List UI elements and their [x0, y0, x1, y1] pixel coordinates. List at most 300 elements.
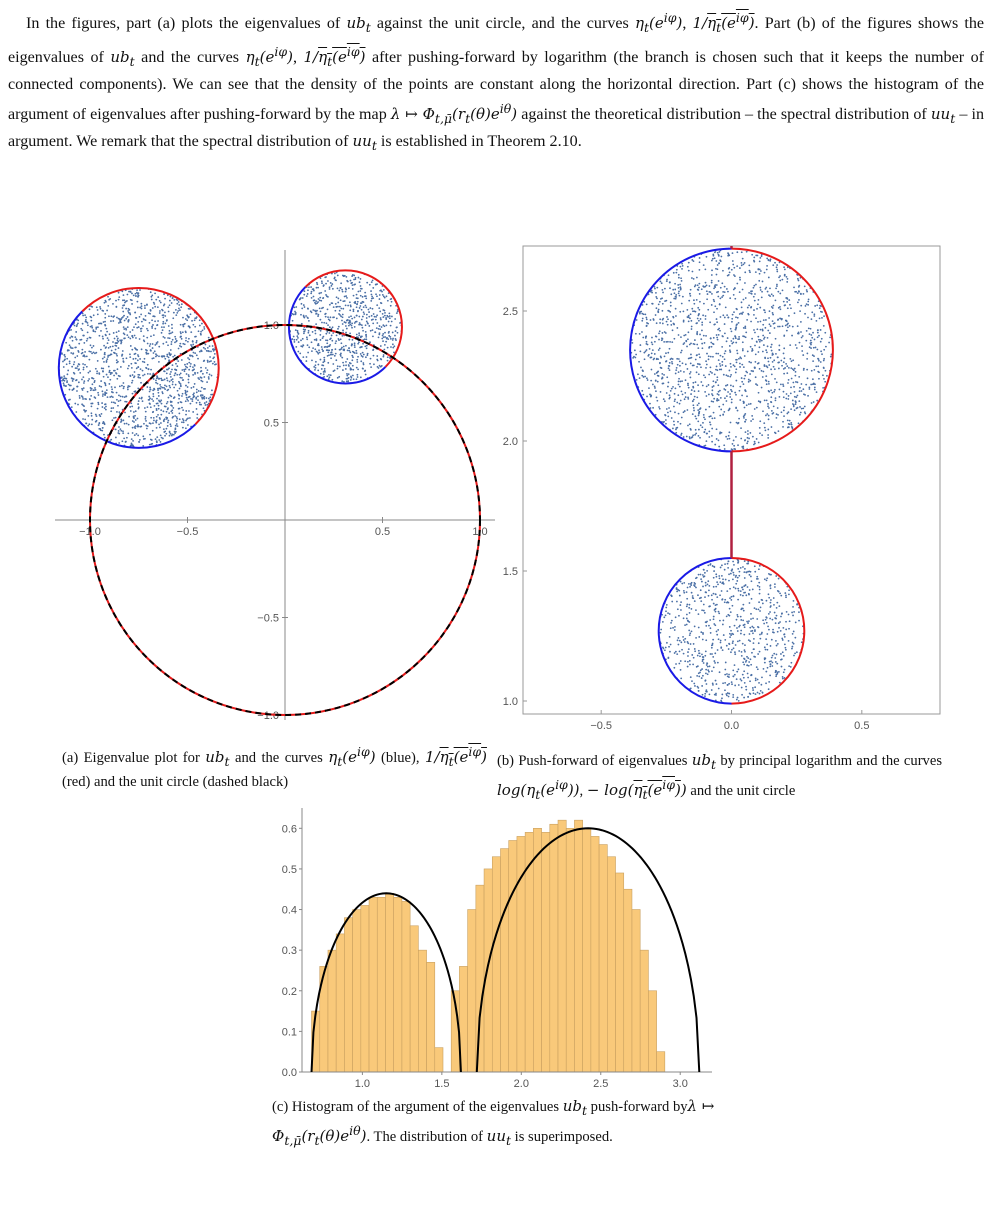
log-eigenvalue-point — [719, 330, 721, 332]
log-eigenvalue-point — [711, 417, 713, 419]
log-eigenvalue-point — [729, 408, 731, 410]
log-eigenvalue-point — [671, 341, 673, 343]
log-eigenvalue-point — [690, 342, 692, 344]
log-eigenvalue-point — [681, 417, 683, 419]
eigenvalue-point — [362, 296, 364, 298]
log-eigenvalue-point — [659, 362, 661, 364]
log-eigenvalue-point — [740, 427, 742, 429]
log-eigenvalue-point — [750, 658, 752, 660]
eigenvalue-point — [356, 361, 358, 363]
log-eigenvalue-point — [776, 264, 778, 266]
eigenvalue-point — [131, 349, 133, 351]
eigenvalue-point — [110, 410, 112, 412]
log-eigenvalue-point — [701, 324, 703, 326]
log-eigenvalue-point — [713, 337, 715, 339]
log-eigenvalue-point — [680, 581, 682, 583]
log-eigenvalue-point — [700, 381, 702, 383]
log-eigenvalue-point — [748, 381, 750, 383]
log-eigenvalue-point — [741, 446, 743, 448]
eigenvalue-point — [376, 295, 378, 297]
log-eigenvalue-point — [776, 615, 778, 617]
eigenvalue-point — [120, 421, 122, 423]
log-eigenvalue-point — [711, 653, 713, 655]
log-eigenvalue-point — [769, 611, 771, 613]
eigenvalue-point — [65, 385, 67, 387]
log-eigenvalue-point — [711, 441, 713, 443]
log-eigenvalue-point — [803, 293, 805, 295]
eigenvalue-point — [172, 339, 174, 341]
eigenvalue-point — [212, 363, 214, 365]
eigenvalue-point — [116, 399, 118, 401]
log-eigenvalue-point — [674, 400, 676, 402]
eigenvalue-point — [177, 360, 179, 362]
histogram-bar — [648, 991, 656, 1072]
log-eigenvalue-point — [796, 347, 798, 349]
eigenvalue-point — [333, 306, 335, 308]
eigenvalue-point — [386, 295, 388, 297]
log-eigenvalue-point — [697, 384, 699, 386]
histogram-bar — [583, 828, 591, 1072]
log-eigenvalue-point — [734, 651, 736, 653]
eigenvalue-point — [384, 325, 386, 327]
log-eigenvalue-point — [673, 406, 675, 408]
eigenvalue-point — [132, 427, 134, 429]
log-eigenvalue-point — [717, 649, 719, 651]
eigenvalue-point — [91, 415, 93, 417]
log-eigenvalue-point — [718, 638, 720, 640]
eigenvalue-point — [65, 342, 67, 344]
eigenvalue-point — [91, 405, 93, 407]
log-eigenvalue-point — [785, 297, 787, 299]
eigenvalue-point — [150, 439, 152, 441]
eigenvalue-point — [211, 389, 213, 391]
body-paragraph: In the figures, part (a) plots the eigenvalues of $ub_t$ against the unit circle, and the curves $\eta_t(e^{i\varphi})$, $1/\eta_t(e^{i\varphi})$. Part (b) of the figures shows the eigenvalues of $ub_t$ and the curves $\eta_t(e^{i\varphi})$, $1/\eta_t(e^{i\varphi})$ after pushing-forward by logarithm (the branch is chosen such that it keeps the number of connected components). We can see that the density of the points are constant along the horizontal direction. Part (c) shows the histogram of the argument of eigenvalues after pushing-forward by the map λ ↦ $\Phi_{t,\mū}(r_t(\theta)e^{i\theta})$ against the theoretical distribution – the spectral distribution of $uu_t$ – in argument. We remark that the spectral distribution of $uu_t$ is established in Theorem 2.10. — [8, 10, 985, 154]
log-eigenvalue-point — [705, 335, 707, 337]
eigenvalue-point — [185, 331, 187, 333]
eigenvalue-point — [149, 387, 151, 389]
log-eigenvalue-point — [745, 419, 747, 421]
eigenvalue-point — [351, 359, 353, 361]
log-eigenvalue-point — [706, 385, 708, 387]
eigenvalue-plot — [55, 250, 495, 722]
log-eigenvalue-point — [711, 670, 713, 672]
log-eigenvalue-point — [695, 418, 697, 420]
log-eigenvalue-point — [793, 655, 795, 657]
log-eigenvalue-point — [659, 318, 661, 320]
eigenvalue-point — [349, 323, 351, 325]
log-eigenvalue-point — [775, 299, 777, 301]
log-eigenvalue-point — [697, 363, 699, 365]
log-eigenvalue-point — [772, 264, 774, 266]
log-eigenvalue-point — [766, 580, 768, 582]
log-eigenvalue-point — [678, 381, 680, 383]
log-eigenvalue-point — [716, 399, 718, 401]
log-eigenvalue-point — [679, 595, 681, 597]
eigenvalue-point — [67, 349, 69, 351]
eigenvalue-point — [384, 312, 386, 314]
log-eigenvalue-point — [742, 595, 744, 597]
log-eigenvalue-point — [680, 434, 682, 436]
log-eigenvalue-point — [757, 653, 759, 655]
log-eigenvalue-point — [730, 374, 732, 376]
log-eigenvalue-point — [683, 436, 685, 438]
log-eigenvalue-point — [724, 682, 726, 684]
eigenvalue-point — [347, 381, 349, 383]
log-eigenvalue-point — [685, 340, 687, 342]
eigenvalue-point — [342, 291, 344, 293]
eigenvalue-point — [317, 287, 319, 289]
log-eigenvalue-point — [759, 273, 761, 275]
eigenvalue-point — [88, 351, 90, 353]
eigenvalue-point — [161, 326, 163, 328]
log-eigenvalue-point — [704, 612, 706, 614]
log-eigenvalue-point — [697, 315, 699, 317]
log-eigenvalue-point — [711, 647, 713, 649]
log-eigenvalue-point — [814, 386, 816, 388]
eigenvalue-point — [111, 350, 113, 352]
log-eigenvalue-point — [785, 621, 787, 623]
log-eigenvalue-point — [715, 693, 717, 695]
eigenvalue-point — [390, 305, 392, 307]
log-eigenvalue-point — [777, 631, 779, 633]
log-eigenvalue-point — [670, 302, 672, 304]
log-eigenvalue-point — [748, 620, 750, 622]
eigenvalue-point — [352, 288, 354, 290]
eigenvalue-point — [155, 379, 157, 381]
log-eigenvalue-point — [714, 257, 716, 259]
eigenvalue-point — [202, 394, 204, 396]
log-eigenvalue-point — [817, 371, 819, 373]
log-eigenvalue-point — [787, 307, 789, 309]
log-eigenvalue-point — [658, 303, 660, 305]
eigenvalue-point — [311, 341, 313, 343]
log-eigenvalue-point — [728, 676, 730, 678]
log-eigenvalue-point — [705, 625, 707, 627]
log-eigenvalue-point — [747, 657, 749, 659]
log-eigenvalue-point — [646, 303, 648, 305]
log-eigenvalue-point — [693, 582, 695, 584]
log-eigenvalue-point — [719, 363, 721, 365]
log-eigenvalue-point — [686, 409, 688, 411]
eigenvalue-point — [100, 380, 102, 382]
eigenvalue-point — [168, 353, 170, 355]
log-eigenvalue-point — [703, 303, 705, 305]
eigenvalue-point — [114, 352, 116, 354]
eigenvalue-point — [91, 423, 93, 425]
log-eigenvalue-point — [683, 592, 685, 594]
log-eigenvalue-point — [762, 329, 764, 331]
log-eigenvalue-point — [776, 413, 778, 415]
eigenvalue-point — [183, 421, 185, 423]
eigenvalue-point — [174, 336, 176, 338]
log-eigenvalue-point — [780, 653, 782, 655]
log-eigenvalue-point — [766, 577, 768, 579]
log-eigenvalue-point — [693, 399, 695, 401]
log-eigenvalue-point — [756, 308, 758, 310]
eigenvalue-point — [110, 439, 112, 441]
log-eigenvalue-point — [727, 563, 729, 565]
log-eigenvalue-point — [693, 643, 695, 645]
eigenvalue-point — [166, 355, 168, 357]
eigenvalue-point — [327, 349, 329, 351]
log-eigenvalue-point — [738, 322, 740, 324]
log-eigenvalue-point — [730, 573, 732, 575]
log-eigenvalue-point — [656, 358, 658, 360]
log-eigenvalue-point — [652, 407, 654, 409]
math-ubt: $ub_t$ — [346, 14, 371, 35]
log-eigenvalue-point — [784, 643, 786, 645]
eigenvalue-point — [382, 333, 384, 335]
eigenvalue-point — [354, 342, 356, 344]
log-eigenvalue-point — [719, 578, 721, 580]
log-eigenvalue-point — [739, 571, 741, 573]
eigenvalue-point — [384, 336, 386, 338]
eigenvalue-point — [168, 333, 170, 335]
log-eigenvalue-point — [746, 656, 748, 658]
eigenvalue-point — [320, 310, 322, 312]
log-eigenvalue-point — [739, 267, 741, 269]
log-eigenvalue-point — [696, 333, 698, 335]
log-eigenvalue-point — [724, 601, 726, 603]
log-eigenvalue-point — [746, 563, 748, 565]
eigenvalue-point — [359, 322, 361, 324]
log-eigenvalue-point — [748, 361, 750, 363]
log-eigenvalue-point — [766, 633, 768, 635]
log-eigenvalue-point — [692, 434, 694, 436]
log-eigenvalue-point — [756, 438, 758, 440]
eigenvalue-point — [90, 344, 92, 346]
log-eigenvalue-point — [776, 674, 778, 676]
eigenvalue-point — [322, 361, 324, 363]
eigenvalue-point — [164, 405, 166, 407]
eigenvalue-point — [359, 290, 361, 292]
eigenvalue-point — [62, 378, 64, 380]
eigenvalue-point — [346, 358, 348, 360]
eigenvalue-point — [84, 418, 86, 420]
log-eigenvalue-point — [733, 294, 735, 296]
eigenvalue-point — [196, 391, 198, 393]
eigenvalue-point — [137, 366, 139, 368]
log-eigenvalue-point — [810, 384, 812, 386]
log-eigenvalue-point — [696, 344, 698, 346]
log-eigenvalue-point — [641, 390, 643, 392]
log-eigenvalue-point — [734, 336, 736, 338]
log-eigenvalue-point — [718, 611, 720, 613]
eigenvalue-point — [172, 407, 174, 409]
log-eigenvalue-point — [694, 626, 696, 628]
eigenvalue-point — [325, 333, 327, 335]
log-eigenvalue-point — [716, 308, 718, 310]
eigenvalue-point — [118, 292, 120, 294]
log-eigenvalue-point — [644, 358, 646, 360]
log-eigenvalue-point — [698, 627, 700, 629]
log-eigenvalue-point — [687, 266, 689, 268]
log-eigenvalue-point — [744, 568, 746, 570]
log-eigenvalue-point — [675, 296, 677, 298]
eigenvalue-point — [130, 345, 132, 347]
log-eigenvalue-point — [766, 269, 768, 271]
eigenvalue-point — [147, 406, 149, 408]
eigenvalue-point — [82, 315, 84, 317]
log-eigenvalue-point — [774, 583, 776, 585]
eigenvalue-point — [308, 330, 310, 332]
log-eigenvalue-point — [702, 314, 704, 316]
log-eigenvalue-point — [726, 673, 728, 675]
log-eigenvalue-point — [722, 291, 724, 293]
eigenvalue-point — [193, 352, 195, 354]
log-eigenvalue-point — [691, 608, 693, 610]
eigenvalue-point — [71, 389, 73, 391]
eigenvalue-point — [374, 316, 376, 318]
log-eigenvalue-point — [766, 617, 768, 619]
eigenvalue-point — [163, 355, 165, 357]
log-eigenvalue-point — [665, 423, 667, 425]
eigenvalue-point — [115, 372, 117, 374]
eigenvalue-point — [128, 424, 130, 426]
log-eigenvalue-point — [677, 394, 679, 396]
eigenvalue-point — [185, 400, 187, 402]
log-eigenvalue-point — [763, 344, 765, 346]
log-eigenvalue-point — [759, 346, 761, 348]
eigenvalue-point — [168, 325, 170, 327]
log-eigenvalue-point — [818, 378, 820, 380]
eigenvalue-point — [131, 303, 133, 305]
log-eigenvalue-point — [696, 366, 698, 368]
log-eigenvalue-point — [695, 433, 697, 435]
log-eigenvalue-point — [694, 339, 696, 341]
log-eigenvalue-point — [704, 418, 706, 420]
eigenvalue-point — [86, 340, 88, 342]
log-eigenvalue-point — [646, 341, 648, 343]
log-eigenvalue-point — [687, 331, 689, 333]
log-eigenvalue-point — [681, 380, 683, 382]
log-eigenvalue-point — [656, 372, 658, 374]
log-eigenvalue-point — [786, 330, 788, 332]
eigenvalue-point — [103, 376, 105, 378]
log-eigenvalue-point — [764, 327, 766, 329]
log-eigenvalue-point — [824, 381, 826, 383]
eigenvalue-point — [126, 334, 128, 336]
eigenvalue-point — [373, 363, 375, 365]
eigenvalue-point — [105, 409, 107, 411]
eigenvalue-point — [164, 315, 166, 317]
log-eigenvalue-point — [760, 289, 762, 291]
log-eigenvalue-point — [681, 391, 683, 393]
log-eigenvalue-point — [713, 577, 715, 579]
eigenvalue-point — [169, 387, 171, 389]
log-eigenvalue-point — [741, 364, 743, 366]
log-eigenvalue-point — [704, 572, 706, 574]
log-eigenvalue-point — [730, 634, 732, 636]
log-eigenvalue-point — [774, 612, 776, 614]
log-eigenvalue-point — [732, 633, 734, 635]
eigenvalue-point — [345, 325, 347, 327]
eigenvalue-point — [90, 351, 92, 353]
eigenvalue-point — [81, 379, 83, 381]
log-eigenvalue-point — [743, 677, 745, 679]
log-eigenvalue-point — [777, 319, 779, 321]
log-eigenvalue-point — [816, 391, 818, 393]
eigenvalue-point — [188, 325, 190, 327]
log-eigenvalue-point — [703, 416, 705, 418]
log-eigenvalue-point — [757, 692, 759, 694]
log-eigenvalue-point — [683, 371, 685, 373]
log-eigenvalue-point — [689, 295, 691, 297]
log-eigenvalue-point — [674, 652, 676, 654]
log-eigenvalue-point — [709, 285, 711, 287]
eigenvalue-point — [203, 326, 205, 328]
log-eigenvalue-point — [663, 616, 665, 618]
log-eigenvalue-point — [670, 627, 672, 629]
eigenvalue-point — [326, 322, 328, 324]
eigenvalue-point — [332, 317, 334, 319]
eigenvalue-point — [104, 437, 106, 439]
eigenvalue-point — [103, 356, 105, 358]
eigenvalue-point — [107, 342, 109, 344]
log-eigenvalue-point — [672, 289, 674, 291]
log-eigenvalue-point — [788, 395, 790, 397]
log-eigenvalue-point — [764, 646, 766, 648]
eigenvalue-point — [366, 354, 368, 356]
log-eigenvalue-point — [679, 604, 681, 606]
log-eigenvalue-point — [711, 400, 713, 402]
eigenvalue-point — [111, 407, 113, 409]
eigenvalue-point — [150, 406, 152, 408]
eigenvalue-point — [323, 284, 325, 286]
eigenvalue-point — [194, 319, 196, 321]
log-eigenvalue-point — [664, 288, 666, 290]
eigenvalue-point — [96, 306, 98, 308]
log-eigenvalue-point — [730, 385, 732, 387]
log-eigenvalue-point — [717, 291, 719, 293]
eigenvalue-point — [94, 352, 96, 354]
log-eigenvalue-point — [683, 319, 685, 321]
eigenvalue-point — [337, 306, 339, 308]
eigenvalue-point — [207, 361, 209, 363]
log-eigenvalue-point — [699, 301, 701, 303]
log-eigenvalue-point — [815, 365, 817, 367]
eigenvalue-point — [85, 321, 87, 323]
log-eigenvalue-point — [706, 570, 708, 572]
log-eigenvalue-point — [780, 360, 782, 362]
log-eigenvalue-point — [680, 677, 682, 679]
log-eigenvalue-point — [698, 435, 700, 437]
eigenvalue-point — [142, 400, 144, 402]
log-eigenvalue-point — [685, 334, 687, 336]
eigenvalue-point — [343, 348, 345, 350]
log-eigenvalue-point — [714, 374, 716, 376]
eigenvalue-point — [350, 306, 352, 308]
eigenvalue-point — [97, 360, 99, 362]
log-eigenvalue-point — [698, 636, 700, 638]
eigenvalue-point — [181, 359, 183, 361]
eigenvalue-point — [106, 331, 108, 333]
eigenvalue-point — [382, 294, 384, 296]
log-eigenvalue-point — [670, 320, 672, 322]
eigenvalue-point — [321, 280, 323, 282]
log-eigenvalue-point — [756, 407, 758, 409]
eigenvalue-point — [68, 384, 70, 386]
eigenvalue-point — [64, 380, 66, 382]
log-eigenvalue-point — [775, 618, 777, 620]
log-eigenvalue-point — [691, 389, 693, 391]
eigenvalue-point — [161, 403, 163, 405]
log-eigenvalue-point — [701, 322, 703, 324]
log-eigenvalue-point — [668, 398, 670, 400]
log-eigenvalue-point — [797, 395, 799, 397]
log-eigenvalue-point — [738, 336, 740, 338]
log-eigenvalue-point — [689, 293, 691, 295]
